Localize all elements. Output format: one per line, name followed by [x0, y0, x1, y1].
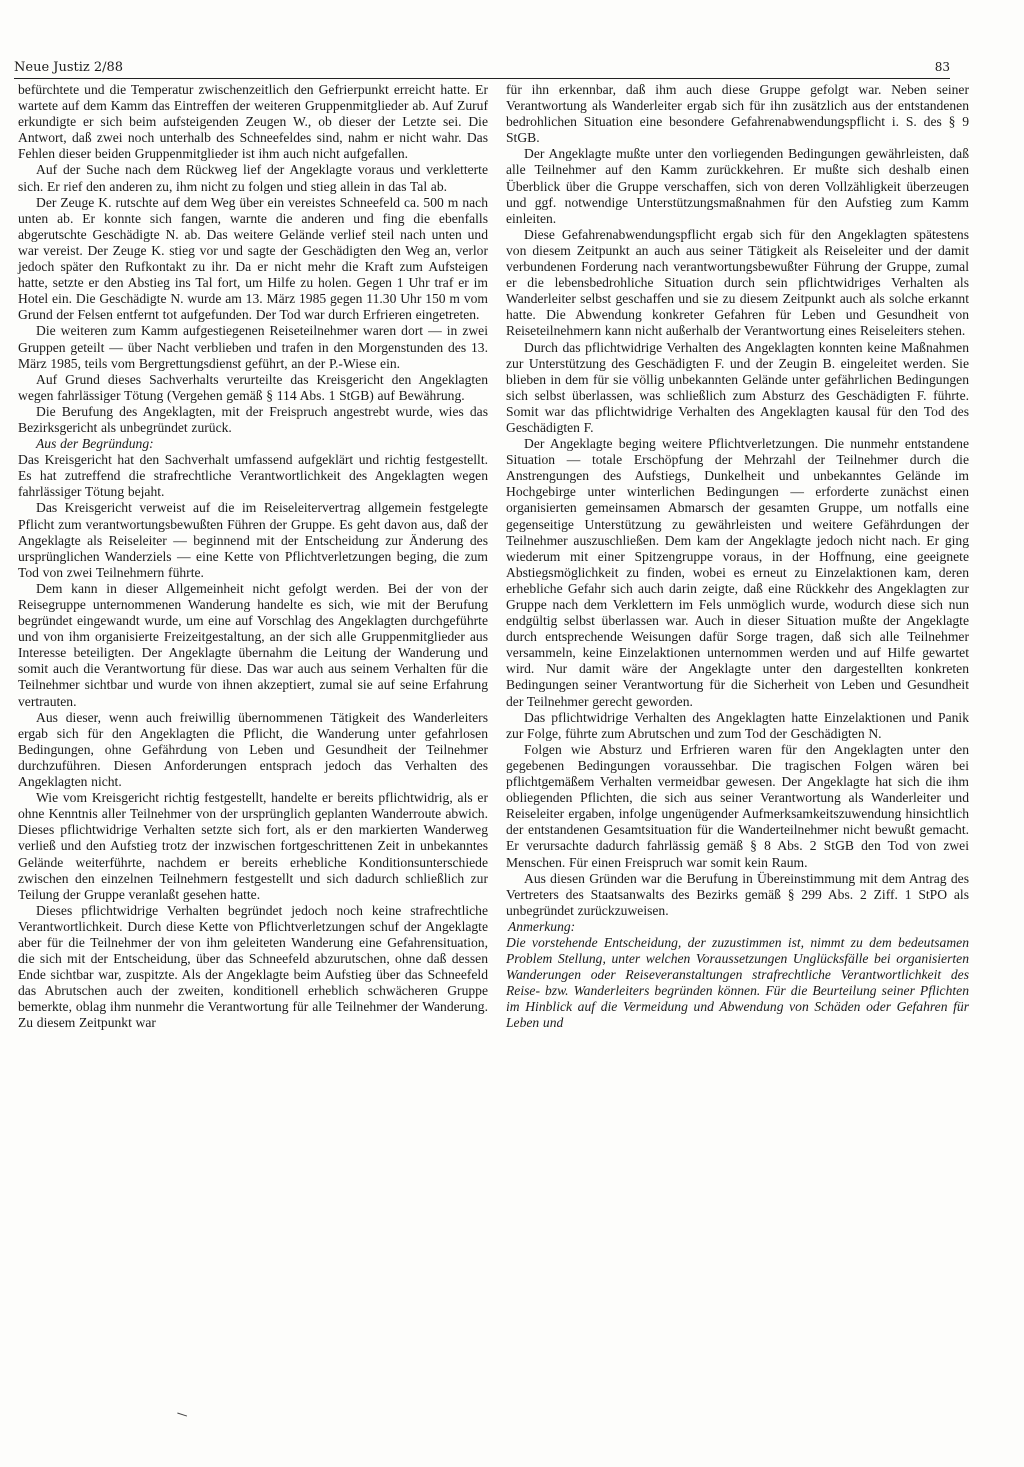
remark-heading: Anmerkung:	[508, 918, 576, 934]
paragraph: Der Angeklagte beging weitere Pflichtverletzungen. Die nunmehr entstandene Situation — totale Erschöpfung der Mehrzahl der Teilnehmer durch die Anstrengungen des Aufstiegs, Dunkelheit und unbekanntes Gelände im Hochgebirge unter winterlichen Bedingungen — erforderte zunächst einen organisierten gemeinsamen Abmarsch der gesamten Gruppe, um notfalls eine gegenseitige Unterstützung zu gewährleisten und weitere Gefährdungen der Teilnehmer auszuschließen. Dem kam der Angeklagte jedoch nicht nach. Er ging wiederum mit einer Spitzengruppe voraus, in der Hoffnung, eine geeignete Abstiegsmöglichkeit zu finden, wobei es erneut zu Einzelaktionen kam, deren erhebliche Gefahr sich auch darin zeigte, daß eine Rückkehr des Angeklagten zur Gruppe nach dem Verklettern im Fels unmöglich wurde, wodurch diese sich nun endgültig selbst überlassen war. Auch in dieser Situation mußte der Angeklagte durch entsprechende Weisungen dafür Sorge tragen, daß sich alle Teilnehmer versammeln, keine Einzelaktionen unternommen werden und auf Hilfe gewartet wird. Nur damit wäre der Angeklagte unter den dargestellten konkreten Bedingungen seiner Verantwortung für die Sicherheit von Leben und Gesundheit der Teilnehmer gerecht geworden.	[506, 436, 969, 709]
paragraph: Wie vom Kreisgericht richtig festgestellt, handelte er bereits pflichtwidrig, als er ohne Kenntnis aller Teilnehmer von der ursprünglich geplanten Wanderroute abwich. Dieses pflichtwidrige Verhalten setzte sich fort, als er den markierten Wanderweg verließ und den Aufstieg trotz der inzwischen fortgeschrittenen Zeit in unbekanntes Gelände weiterführte, nachdem er bereits erhebliche Konditionsunterschiede zwischen den einzelnen Teilnehmern festgestellt und sich dadurch schließlich zur Teilung der Gruppe veranlaßt gesehen hatte.	[18, 790, 488, 902]
right-column	[506, 82, 969, 1032]
page-header	[14, 60, 950, 79]
stray-mark	[177, 1413, 187, 1418]
paragraph: Das Kreisgericht hat den Sachverhalt umfassend aufgeklärt und richtig festgestellt. Es hat zutreffend die strafrechtliche Verantwortlichkeit des Angeklagten wegen fahrlässiger Tötung bejaht.	[18, 452, 488, 500]
paragraph: Dieses pflichtwidrige Verhalten begründet jedoch noch keine strafrechtliche Verantwortlichkeit. Durch diese Kette von Pflichtverletzungen schuf der Angeklagte aber für die Teilnehmer der von ihm geleiteten Wanderung eine Gefahrensituation, die sich mit der Entscheidung, über das Schneefeld abzurutschen, ohne daß dessen Ende sichtbar war, zuspitzte. Als der Angeklagte beim Aufstieg über das Schneefeld das Abrutschen auch der zweiten, konditionell erheblich schwächeren Gruppe bemerkte, oblag ihm nunmehr die Verantwortung für alle Teilnehmer der Wanderung. Zu diesem Zeitpunkt war	[18, 902, 488, 1031]
section-subheading: Aus der Begründung:	[36, 436, 154, 452]
journal-title: Neue Justiz 2/88	[14, 60, 124, 75]
paragraph: befürchtete und die Temperatur zwischenzeitlich den Gefrierpunkt erreicht hatte. Er wartete auf dem Kamm das Eintreffen der weiteren Gruppenmitglieder ab. Auf Zuruf erkundigte er sich beim aufsteigenden Zeugen W., ob dieser der Letzte sei. Die Antwort, daß zwei noch unterhalb des Schneefeldes sind, nahm er nicht wahr. Das Fehlen dieser beiden Gruppenmitglieder ist ihm auch nicht aufgefallen.	[18, 82, 488, 162]
paragraph: Folgen wie Absturz und Erfrieren waren für den Angeklagten unter den gegebenen Bedingungen voraussehbar. Die tragischen Folgen wären bei pflichtgemäßem Verhalten vermeidbar gewesen. Der Angeklagte hat sich die ihm obliegenden Pflichten, die sich aus seiner Verantwortung als Wanderleiter und Reiseleiter ergaben, infolge ungenügender Aufmerksamkeitszuwendung hinsichtlich der entstandenen Gesamtsituation für die Wanderteilnehmer nicht bewußt gemacht. Er verursachte dadurch fahrlässig gemäß § 8 Abs. 2 StGB den Tod von zwei Menschen. Für einen Freispruch war somit kein Raum.	[506, 741, 969, 870]
paragraph: Aus diesen Gründen war die Berufung in Übereinstimmung mit dem Antrag des Vertreters des Staatsanwalts des Bezirks gemäß § 299 Abs. 2 Ziff. 1 StPO als unbegründet zurückzuweisen.	[506, 870, 969, 918]
paragraph: Aus dieser, wenn auch freiwillig übernommenen Tätigkeit des Wanderleiters ergab sich für den Angeklagten die Pflicht, die Wanderung unter gefahrlosen Bedingungen, ohne Gefährdung von Leben und Gesundheit der Teilnehmer durchzuführen. Diesen Anforderungen entsprach jedoch das Verhalten des Angeklagten nicht.	[18, 709, 488, 790]
paragraph: Die Berufung des Angeklagten, mit der Freispruch angestrebt wurde, wies das Bezirksgericht als unbegründet zurück.	[18, 403, 488, 435]
remark-text: Die vorstehende Entscheidung, der zuzustimmen ist, nimmt zu dem bedeutsamen Problem Stellung, unter welchen Voraussetzungen Unglücksfälle bei organisierten Wanderungen oder Reiseveranstaltungen strafrechtliche Verantwortlichkeit des Reise- bzw. Wanderleiters begründen können. Für die Beurteilung seiner Pflichten im Hinblick auf die Vermeidung und Abwendung von Schäden oder Gefahren für Leben und	[506, 934, 969, 1031]
page-number: 83	[934, 60, 950, 74]
paragraph: Die weiteren zum Kamm aufgestiegenen Reiseteilnehmer waren dort — in zwei Gruppen geteilt — über Nacht verblieben und trafen in den Morgenstunden des 13. März 1985, teils vom Bergrettungsdienst geführt, an der P.-Wiese ein.	[18, 323, 488, 371]
paragraph: Das pflichtwidrige Verhalten des Angeklagten hatte Einzelaktionen und Panik zur Folge, führte zum Abrutschen und zum Tod der Geschädigten N.	[506, 709, 969, 741]
paragraph: Durch das pflichtwidrige Verhalten des Angeklagten konnten keine Maßnahmen zur Unterstützung des Geschädigten F. und der Zeugin B. eingeleitet werden. Sie blieben in dem für sie völlig unbekannten Gelände unter gefährlichen Bedingungen sich selbst überlassen, was schließlich zum Absturz des Geschädigten F. führte. Somit war das pflichtwidrige Verhalten des Angeklagten kausal für den Tod des Geschädigten F.	[506, 339, 969, 435]
paragraph: Der Zeuge K. rutschte auf dem Weg über ein vereistes Schneefeld ca. 500 m nach unten ab. Er konnte sich fangen, warnte die anderen und fing die ebenfalls abgerutschte Geschädigte N. ab. Das weitere Gelände verlief steil nach unten und war vereist. Der Zeuge K. stieg vor und sagte der Geschädigten den Weg an, verlor jedoch später den Rufkontakt zu ihr. Da er nicht mehr die Kraft zum Aufsteigen hatte, setzte er den Abstieg ins Tal fort, um Hilfe zu holen. Gegen 1 Uhr traf er im Hotel ein. Die Geschädigte N. wurde am 13. März 1985 gegen 11.30 Uhr 150 m vom Grund der Felsen entfernt tot aufgefunden. Der Tod war durch Erfrieren eingetreten.	[18, 194, 488, 323]
paragraph: Dem kann in dieser Allgemeinheit nicht gefolgt werden. Bei der von der Reisegruppe unternommenen Wanderung handelte es sich, wie mit der Berufung begründet eingewandt wurde, um eine auf Vorschlag des Angeklagten durchgeführte und von ihm organisierte Freizeitgestaltung, an der sich alle Gruppenmitglieder aus Interesse beteiligten. Der Angeklagte übernahm die Leitung der Wanderung und somit auch die Verantwortung für diese. Das war auch aus seinem Verhalten für die Teilnehmer sichtbar und wurde von ihnen akzeptiert, zumal sie auf seine Erfahrung vertrauten.	[18, 580, 488, 709]
paragraph: Auf der Suche nach dem Rückweg lief der Angeklagte voraus und verkletterte sich. Er rief den anderen zu, ihm nicht zu folgen und stieg allein in das Tal ab.	[18, 162, 488, 194]
paragraph: Das Kreisgericht verweist auf die im Reiseleitervertrag allgemein festgelegte Pflicht zum verantwortungsbewußten Führen der Gruppe. Es geht davon aus, daß der Angeklagte als Reiseleiter — beginnend mit der Entscheidung zur Änderung des ursprünglichen Wanderziels — eine Kette von Pflichtverletzungen beging, die zum Tod von zwei Teilnehmern führte.	[18, 500, 488, 580]
paragraph: für ihn erkennbar, daß ihm auch diese Gruppe gefolgt war. Neben seiner Verantwortung als Wanderleiter ergab sich für ihn zusätzlich aus der entstandenen bedrohlichen Situation eine besondere Gefahrenabwendungspflicht i. S. des § 9 StGB.	[506, 82, 969, 146]
left-column	[18, 82, 488, 1032]
paragraph: Der Angeklagte mußte unter den vorliegenden Bedingungen gewährleisten, daß alle Teilnehmer auf den Kamm zurückkehren. Er mußte sich deshalb einen Überblick über die Gruppe verschaffen, sich von deren Vollzähligkeit überzeugen und ggf. notwendige Unterstützungsmaßnahmen für den Aufstieg zum Kamm einleiten.	[506, 146, 969, 226]
paragraph: Auf Grund dieses Sachverhalts verurteilte das Kreisgericht den Angeklagten wegen fahrlässiger Tötung (Vergehen gemäß § 114 Abs. 1 StGB) auf Bewährung.	[18, 371, 488, 403]
paragraph: Diese Gefahrenabwendungspflicht ergab sich für den Angeklagten spätestens von diesem Zeitpunkt an auch aus seiner Tätigkeit als Reiseleiter und der damit verbundenen Forderung nach verantwortungsbewußter Führung der Gruppe, zumal er die lebensbedrohliche Situation durch sein pflichtwidriges Verhalten als Wanderleiter selbst geschaffen und sie zu diesem Zeitpunkt auch als solche erkannt hatte. Die Abwendung konkreter Gefahren für Leben und Gesundheit von Reiseteilnehmern kann nicht außerhalb der Verantwortung eines Reiseleiters stehen.	[506, 226, 969, 339]
